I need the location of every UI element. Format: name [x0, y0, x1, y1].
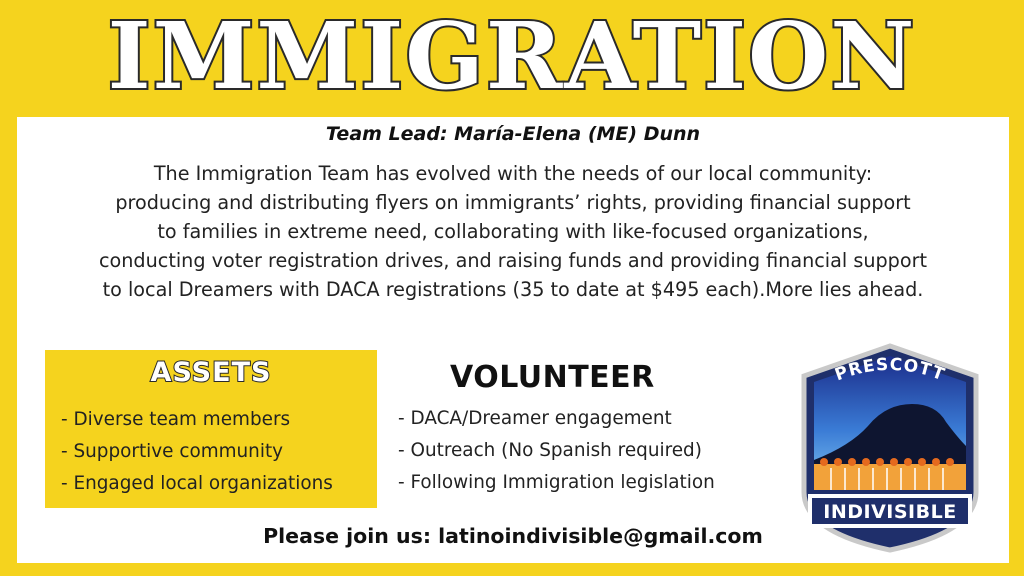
assets-list: [61, 404, 333, 500]
description: [27, 159, 999, 304]
volunteer-title: VOLUNTEER: [450, 360, 655, 395]
volunteer-list: [398, 403, 715, 499]
join-email-text: Please join us: latinoindivisible@gmail.com: [263, 524, 763, 548]
assets-title: ASSETS: [150, 357, 272, 388]
logo-top-text: PRESCOTT: [832, 354, 948, 386]
list-item: - Supportive community: [61, 441, 284, 462]
description-line: The Immigration Team has evolved with the needs of our local community:: [153, 162, 873, 185]
list-item: - Outreach (No Spanish required): [398, 440, 702, 461]
list-item: - DACA/Dreamer engagement: [398, 408, 672, 429]
description-line: conducting voter registration drives, and raising funds and providing financial support: [98, 249, 927, 272]
assets-box: [45, 350, 377, 508]
list-item: - Engaged local organizations: [61, 473, 333, 494]
page-title: IMMIGRATION: [107, 2, 917, 110]
list-item: - Following Immigration legislation: [398, 472, 715, 493]
prescott-indivisible-logo-icon: [790, 342, 990, 554]
team-lead: Team Lead: María-Elena (ME) Dunn: [325, 123, 701, 145]
content-panel: [17, 117, 1009, 563]
description-line: producing and distributing flyers on immigrants’ rights, providing financial support: [115, 191, 911, 214]
description-line: to local Dreamers with DACA registrations (35 to date at $495 each).More lies ahead.: [102, 278, 924, 301]
logo-bottom-text: INDIVISIBLE: [823, 501, 957, 523]
description-line: to families in extreme need, collaborating with like-focused organizations,: [157, 220, 869, 243]
list-item: - Diverse team members: [61, 409, 291, 430]
